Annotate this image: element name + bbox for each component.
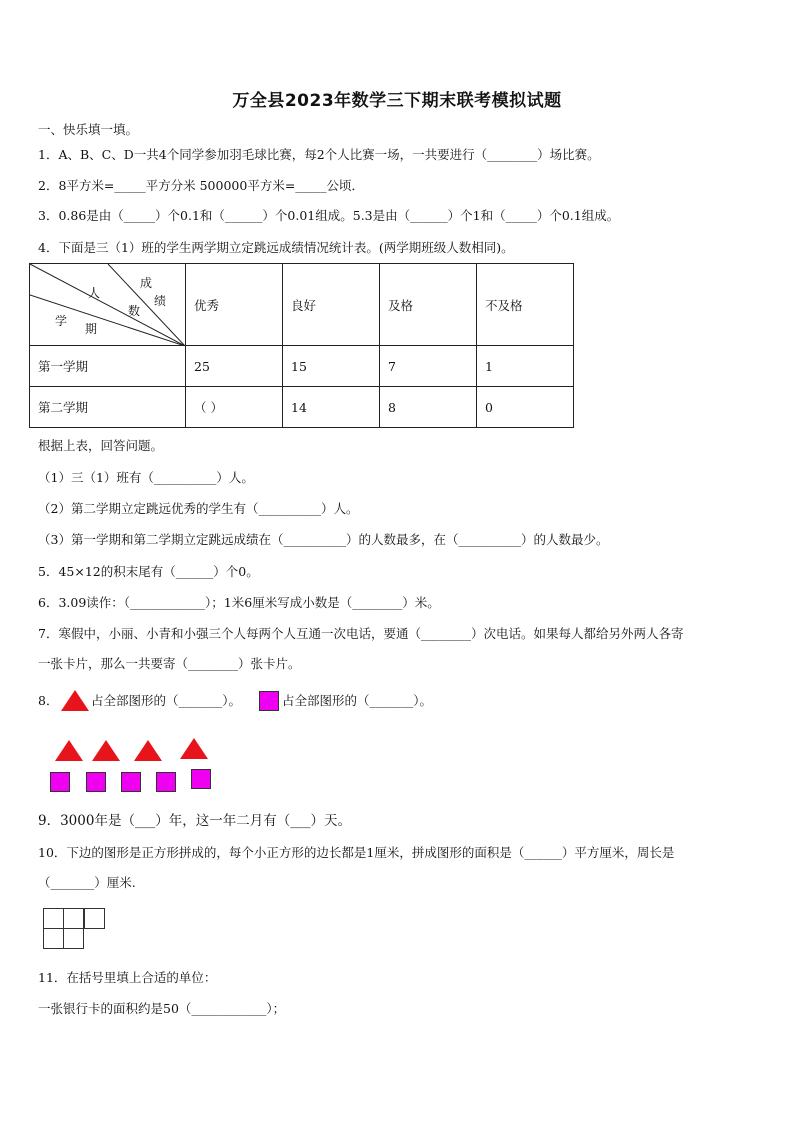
section-heading: 一、快乐填一填。 [38, 122, 139, 137]
question-11: 11．在括号里填上合适的单位： [38, 970, 217, 985]
grid-square [63, 908, 84, 929]
table-cell: （ ） [186, 387, 283, 428]
table-cell: 14 [283, 387, 380, 428]
diagonal-header-cell [30, 264, 186, 346]
question-8-part-2: 占全部图形的（_______）。 [282, 693, 433, 708]
column-header: 优秀 [186, 264, 283, 346]
question-11-sub-1: 一张银行卡的面积约是50（____________）； [38, 1001, 286, 1016]
stats-table [29, 263, 574, 428]
grid-square [84, 908, 105, 929]
question-5: 5．45×12的积末尾有（______）个0。 [38, 564, 259, 579]
triangle-shape [55, 740, 83, 761]
row-label: 第一学期 [30, 346, 186, 387]
q4-sub-2: （2）第二学期立定跳远优秀的学生有（__________）人。 [38, 501, 359, 516]
grid-square [43, 908, 64, 929]
table-row [30, 346, 574, 387]
square-shape [50, 772, 70, 792]
header-label: 学 [55, 314, 68, 328]
square-shape [86, 772, 106, 792]
q4-sub-1: （1）三（1）班有（__________）人。 [38, 470, 254, 485]
grid-square [63, 928, 84, 949]
grid-square [43, 928, 64, 949]
page-title: 万全县2023年数学三下期末联考模拟试题 [232, 91, 562, 111]
square-shape [121, 772, 141, 792]
table-cell: 7 [380, 346, 477, 387]
table-cell: 15 [283, 346, 380, 387]
triangle-shape [180, 738, 208, 759]
question-7-line-2: 一张卡片，那么一共要寄（________）张卡片。 [38, 656, 301, 671]
question-3: 3．0.86是由（_____）个0.1和（______）个0.01组成。5.3是由（______）个1和（_____）个0.1组成。 [38, 208, 620, 223]
question-10-line-2: （_______）厘米. [38, 875, 136, 890]
triangle-shape [92, 740, 120, 761]
column-header: 良好 [283, 264, 380, 346]
question-8-part-1: 占全部图形的（_______）。 [91, 693, 242, 708]
q4-sub-3: （3）第一学期和第二学期立定跳远成绩在（__________）的人数最多，在（__________）的人数最少。 [38, 532, 609, 547]
square-icon [259, 691, 279, 711]
header-label: 人 [88, 286, 101, 300]
question-1: 1．A、B、C、D一共4个同学参加羽毛球比赛，每2个人比赛一场，一共要进行（________）场比赛。 [38, 147, 600, 162]
triangle-shape [134, 740, 162, 761]
question-10-line-1: 10．下边的图形是正方形拼成的，每个小正方形的边长都是1厘米，拼成图形的面积是（______）平方厘米，周长是 [38, 845, 675, 860]
question-7-line-1: 7．寒假中，小丽、小青和小强三个人每两个人互通一次电话，要通（________）次电话。如果每人都给另外两人各寄 [38, 626, 684, 641]
square-shape [191, 769, 211, 789]
question-6: 6．3.09读作：（____________）；1米6厘米写成小数是（________）米。 [38, 595, 440, 610]
question-4: 4．下面是三（1）班的学生两学期立定跳远成绩情况统计表。(两学期班级人数相同)。 [38, 240, 514, 255]
table-cell: 8 [380, 387, 477, 428]
header-label: 期 [85, 322, 98, 336]
table-row [30, 387, 574, 428]
header-label: 绩 [154, 294, 167, 308]
question-2: 2．8平方米=_____平方分米 500000平方米=_____公顷． [38, 178, 365, 193]
table-cell: 1 [477, 346, 574, 387]
table-cell: 0 [477, 387, 574, 428]
header-label: 成 [140, 276, 153, 290]
question-8-number: 8． [38, 693, 59, 708]
square-shape [156, 772, 176, 792]
row-label: 第二学期 [30, 387, 186, 428]
table-cell: 25 [186, 346, 283, 387]
column-header: 不及格 [477, 264, 574, 346]
triangle-icon [61, 690, 89, 711]
column-header: 及格 [380, 264, 477, 346]
question-9: 9．3000年是（___）年，这一年二月有（___）天。 [38, 813, 351, 829]
q4-instruction: 根据上表，回答问题。 [38, 438, 164, 453]
header-label: 数 [128, 304, 141, 318]
